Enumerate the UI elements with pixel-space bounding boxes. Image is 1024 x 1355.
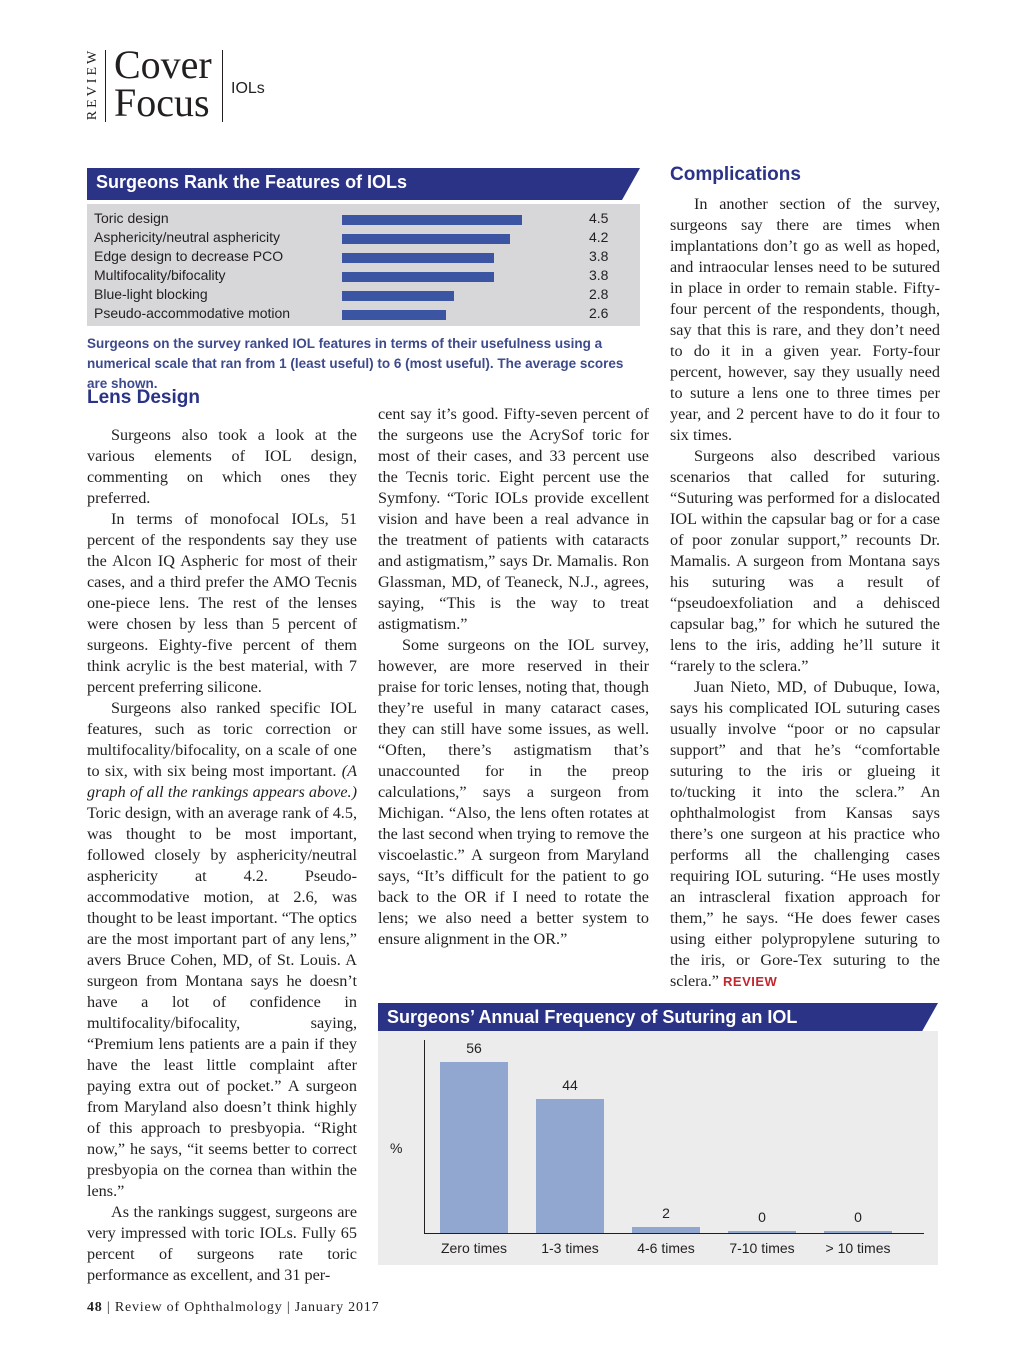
section-label: IOLs (231, 80, 265, 97)
publication-name: Review of Ophthalmology (114, 1300, 283, 1315)
rank-label: Multifocality/bifocality (94, 267, 226, 283)
x-tick-label: 1-3 times (541, 1240, 599, 1256)
data-label: 2 (662, 1204, 670, 1221)
rank-value: 2.6 (589, 305, 609, 321)
header-divider (105, 50, 106, 122)
paragraph: Surgeons also described various scenarios that called for suturing. “Suturing was performed for a dislocated IOL within the capsular bag or for a case of poor zonular support,” recounts Dr. Mamalis. A surgeon from Montana says his suturing was a result of “pseudoexfoliation and a dehisced capsular bag,” for which he sutured the lens to the iris, adding he’ll suture it “rarely to the sclera.” (670, 447, 940, 675)
header-divider (222, 50, 223, 122)
rank-label: Pseudo-accommodative motion (94, 305, 291, 321)
x-axis (424, 1233, 924, 1234)
paragraph: Surgeons also took a look at the various elements of IOL design, commenting on which ones they preferred. (87, 426, 357, 507)
complications-heading: Complications (670, 164, 801, 185)
data-label: 44 (562, 1076, 578, 1093)
x-tick-label: > 10 times (825, 1240, 891, 1256)
rank-bar (342, 234, 510, 244)
rank-bar (342, 272, 494, 282)
rank-caption: Surgeons on the survey ranked IOL features in terms of their usefulness using a numerical scale that ran from 1 (least useful) to 6 (most useful). The average scores are shown. (87, 336, 624, 391)
y-axis (424, 1040, 425, 1233)
paragraph: Juan Nieto, MD, of Dubuque, Iowa, says his complicated IOL suturing cases usually involve “poor or no capsular support” and that he’s “comfortable suturing to the iris or glueing it to/tucking it into the sclera.” An ophthalmologist from Kansas says there’s one surgeon at his practice who performs all the challenging cases requiring IOL suturing. “He uses mostly an intrascleral fixation approach for them,” he says. “He does fewer cases using either polypropylene suturing to the iris, or Gore-Tex suturing to the sclera.” REVIEW (670, 678, 940, 990)
issue-date: January 2017 (294, 1300, 380, 1315)
data-label: 0 (854, 1209, 862, 1225)
rank-label: Blue-light blocking (94, 286, 208, 302)
paragraph: In another section of the survey, surgeons say there are times when implantations don’t go as well as hoped, and intraocular lenses need to be sutured in place in order to remain stable. Fifty-four percent of the respondents, though, say that this is rare, and they don’t need to do it in a given year. Forty-four percent, however, say they usually need to suture a lens one to three times per year, and 2 percent have to do it four to six times. (670, 195, 940, 444)
x-tick-label: Zero times (440, 1240, 508, 1256)
rank-value: 3.8 (589, 248, 609, 264)
y-axis-label: % (390, 1140, 403, 1156)
page-number: 48 (87, 1300, 103, 1315)
rank-label: Toric design (94, 210, 169, 226)
rank-value: 2.8 (589, 286, 609, 302)
review-vertical-label: REVIEW (85, 47, 100, 121)
rank-bar (342, 253, 494, 263)
rank-value: 3.8 (589, 267, 609, 283)
data-label: 0 (758, 1209, 766, 1225)
lens-design-col1 (87, 425, 357, 1286)
lens-design-col2 (378, 404, 649, 950)
bar--10-times (824, 1231, 892, 1233)
bar-4-6-times (632, 1227, 700, 1233)
paragraph: Surgeons also ranked specific IOL features, such as toric correction or multifocality/bifocality, on a scale of one to six, with six being most important. (A graph of all the rankings appears above.) Toric design, with an average rank of 4.5, was thought to be most important, followed closely by asphericity/neutral asphericity at 4.2. Pseudo-accommodative motion, at 2.6, was thought to be least important. “The optics are the most important part of any lens,” avers Bruce Cohen, MD, of St. Louis. A surgeon from Montana says he doesn’t have a lot of confidence in multifocality/bifocality, saying, “Premium lens patients are a pain if they have the least little complaint after paying extra out of pocket.” A surgeon from Maryland also doesn’t think highly of this approach to presbyopia. “Right now,” he says, “it seems better to correct presbyopia on the cornea than within the lens.” (87, 699, 357, 1200)
paragraph: Some surgeons on the IOL survey, however, are more reserved in their praise for toric lenses, noting that, though they’re useful in many cataract cases, they can still have some issues, as well. “Often, there’s astigmatism that’s unaccounted for in the preop calculations,” says a surgeon from Michigan. “Also, the lens often rotates at the last second when trying to remove the viscoelastic.” A surgeon from Maryland says, “It’s difficult for the patient to go back to the OR if I need to rotate the lens; we also need a better system to ensure alignment in the OR.” (378, 636, 649, 948)
rank-bar (342, 291, 454, 301)
complications-col (670, 194, 940, 992)
x-tick-label: 7-10 times (729, 1240, 795, 1256)
rank-box-header (87, 168, 622, 200)
x-tick-label: 4-6 times (637, 1240, 695, 1256)
rank-value: 4.2 (589, 229, 609, 245)
rank-bar (342, 310, 446, 320)
bar-7-10-times (728, 1231, 796, 1233)
review-end-mark: REVIEW (723, 974, 778, 989)
rank-value: 4.5 (589, 210, 609, 226)
lens-design-heading: Lens Design (87, 387, 200, 408)
page-footer: 48 | Review of Ophthalmology | January 2017 (87, 1300, 380, 1315)
rank-label: Asphericity/neutral asphericity (94, 229, 280, 245)
title-line-focus: Focus (114, 80, 210, 125)
suturing-chart-title: Surgeons’ Annual Frequency of Suturing an IOL (387, 1007, 798, 1027)
bar-zero-times (440, 1062, 508, 1233)
rank-box-title: Surgeons Rank the Features of IOLs (96, 172, 408, 192)
rank-label: Edge design to decrease PCO (94, 248, 284, 264)
bar-1-3-times (536, 1099, 604, 1233)
page-title (114, 42, 212, 125)
data-label: 56 (466, 1040, 482, 1057)
rank-bar (342, 215, 522, 225)
paragraph: In terms of monofocal IOLs, 51 percent of the respondents say they use the Alcon IQ Aspheric for most of their cases, and a third prefer the AMO Tecnis one-piece lens. The rest of the lenses were chosen by less than 5 percent of surgeons. Eighty-five percent of them think acrylic is the best material, with 7 percent preferring silicone. (87, 510, 357, 696)
rank-chart (87, 204, 640, 326)
title-line-cover: Cover (114, 42, 212, 87)
paragraph: As the rankings suggest, surgeons are very impressed with toric IOLs. Fully 65 percent of surgeons rate toric performance as excellent, and 31 per- (87, 1203, 357, 1284)
paragraph: cent say it’s good. Fifty-seven percent of the surgeons use the AcrySof toric for most of their cases, and 33 percent use the Tecnis toric. Eight percent use the Symfony. “Toric IOLs provide excellent vision and have been a real advance in the treatment of patients with cataracts and astigmatism,” says Dr. Mamalis. Ron Glassman, MD, of Teaneck, N.J., agrees, saying, “This is the way to treat astigmatism.” (378, 405, 649, 633)
